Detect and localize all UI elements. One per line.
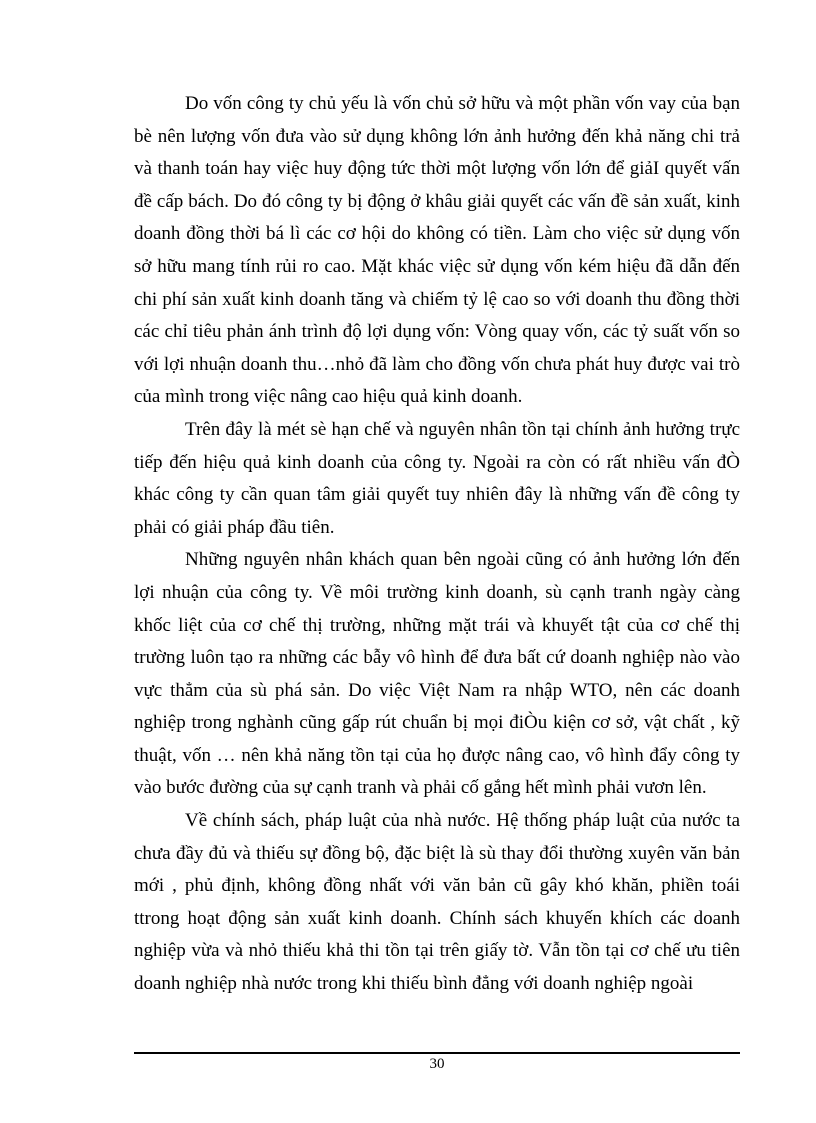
paragraph-summary-limitations: Trên đây là mét sè hạn chế và nguyên nhân tồn tại chính ảnh hưởng trực tiếp đến hiệu quả kinh doanh của công ty. Ngoài ra còn có rất nhiều vấn đÒ khác công ty cần quan tâm giải quyết tuy nhiên đây là những vấn đề công ty phải có giải pháp đầu tiên. (134, 418, 740, 538)
paragraph-policy-law: Về chính sách, pháp luật của nhà nước. Hệ thống pháp luật của nước ta chưa đầy đủ và thiếu sự đồng bộ, đặc biệt là sù thay đổi thường xuyên văn bản mới , phủ định, không đồng nhất với văn bản cũ gây khó khăn, phiền toái ttrong hoạt động sản xuất kinh doanh. Chính sách khuyến khích các doanh nghiệp vừa và nhỏ thiếu khả thi tồn tại trên giấy tờ. Vẫn tồn tại cơ chế ưu tiên doanh nghiệp nhà nước trong khi thiếu bình đẳng với doanh nghiệp ngoài (134, 810, 740, 995)
paragraph-external-causes: Những nguyên nhân khách quan bên ngoài cũng có ảnh hưởng lớn đến lợi nhuận của công ty. Về môi trường kinh doanh, sù cạnh tranh ngày càng khốc liệt của cơ chế thị trường, những mặt trái và khuyết tật của cơ chế thị trường luôn tạo ra những các bẫy vô hình để đưa bất cứ doanh nghiệp nào vào vực thẳm của sù phá sản. Do việc Việt Nam ra nhập WTO, nên các doanh nghiệp trong nghành cũng gấp rút chuẩn bị mọi điÒu kiện cơ sở, vật chất , kỹ thuật, vốn … nên khả năng tồn tại của họ được nâng cao, vô hình đẩy công ty vào bước đường của sự cạnh tranh và phải cố gắng hết mình phải vươn lên. (134, 549, 740, 799)
paragraph-capital-issues: Do vốn công ty chủ yếu là vốn chủ sở hữu và một phần vốn vay của bạn bè nên lượng vốn đưa vào sử dụng không lớn ảnh hưởng đến khả năng chi trả và thanh toán hay việc huy động tức thời một lượng vốn lớn để giảI quyết vấn đề cấp bách. Do đó công ty bị động ở khâu giải quyết các vấn đề sản xuất, kinh doanh đồng thời bá lì các cơ hội do không có tiền. Làm cho việc sử dụng vốn sở hữu mang tính rủi ro cao. Mặt khác việc sử dụng vốn kém hiệu đã dẫn đến chi phí sản xuất kinh doanh tăng và chiếm tỷ lệ cao so với doanh thu đồng thời các chỉ tiêu phản ánh trình độ lợi dụng vốn: Vòng quay vốn, các tỷ suất vốn so với lợi nhuận doanh thu…nhỏ đã làm cho đồng vốn chưa phát huy được vai trò của mình trong việc nâng cao hiệu quả kinh doanh. (134, 93, 740, 408)
body-text (134, 88, 740, 1001)
page-number: 30 (429, 1056, 445, 1072)
footer-divider (134, 1052, 740, 1054)
